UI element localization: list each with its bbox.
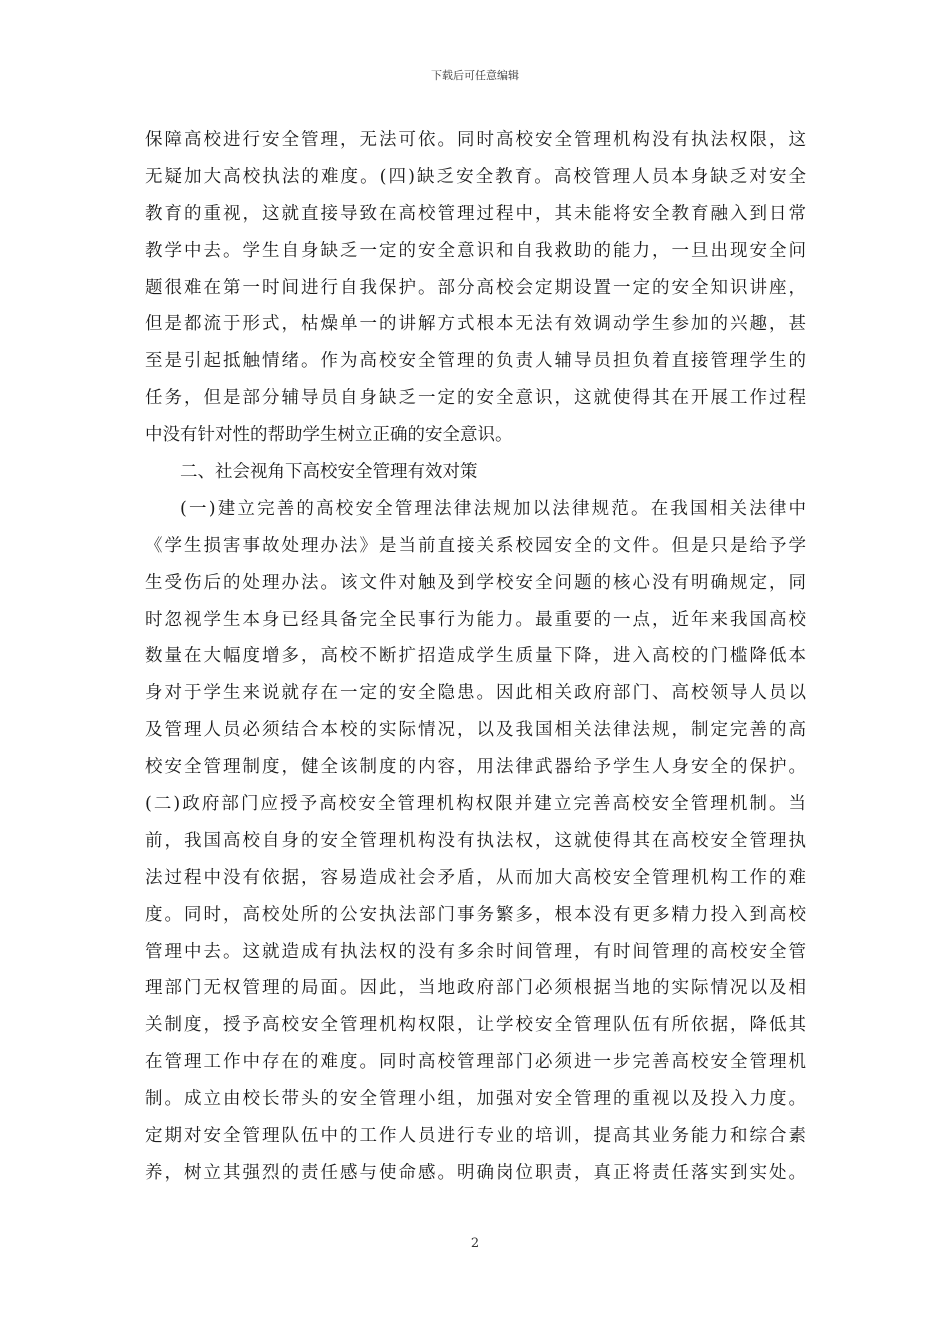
text-line: 关制度，授予高校安全管理机构权限，让学校安全管理队伍有所依据，降低其	[145, 1015, 806, 1036]
text-line: 无疑加大高校执法的难度。(四)缺乏安全教育。高校管理人员本身缺乏对安全	[145, 166, 806, 187]
text-line: 养，树立其强烈的责任感与使命感。明确岗位职责，真正将责任落实到实处。	[145, 1162, 806, 1183]
text-line: 定期对安全管理队伍中的工作人员进行专业的培训，提高其业务能力和综合素	[145, 1126, 806, 1147]
document-body	[145, 122, 806, 1192]
text-line: 至是引起抵触情绪。作为高校安全管理的负责人辅导员担负着直接管理学生的	[145, 351, 806, 372]
text-line: 在管理工作中存在的难度。同时高校管理部门必须进一步完善高校安全管理机	[145, 1052, 806, 1073]
text-line: 法过程中没有依据，容易造成社会矛盾，从而加大高校安全管理机构工作的难	[145, 867, 806, 888]
text-line: 前，我国高校自身的安全管理机构没有执法权，这就使得其在高校安全管理执	[145, 830, 806, 851]
text-line: 题很难在第一时间进行自我保护。部分高校会定期设置一定的安全知识讲座，	[145, 277, 806, 298]
section-heading: 二、社会视角下高校安全管理有效对策	[180, 462, 478, 483]
text-line: 任务，但是部分辅导员自身缺乏一定的安全意识，这就使得其在开展工作过程	[145, 388, 806, 409]
text-line: 制。成立由校长带头的安全管理小组，加强对安全管理的重视以及投入力度。	[145, 1089, 806, 1110]
text-line: 理部门无权管理的局面。因此，当地政府部门必须根据当地的实际情况以及相	[145, 978, 806, 999]
text-line: 身对于学生来说就存在一定的安全隐患。因此相关政府部门、高校领导人员以	[145, 683, 806, 704]
text-line: 教育的重视，这就直接导致在高校管理过程中，其未能将安全教育融入到日常	[145, 203, 806, 224]
text-line: 校安全管理制度，健全该制度的内容，用法律武器给予学生人身安全的保护。	[145, 757, 806, 778]
text-line: 时忽视学生本身已经具备完全民事行为能力。最重要的一点，近年来我国高校	[145, 609, 806, 630]
text-line: 及管理人员必须结合本校的实际情况，以及我国相关法律法规，制定完善的高	[145, 720, 806, 741]
text-line: 中没有针对性的帮助学生树立正确的安全意识。	[145, 425, 513, 446]
text-line: 教学中去。学生自身缺乏一定的安全意识和自我救助的能力，一旦出现安全问	[145, 240, 806, 261]
page-header: 下载后可任意编辑	[431, 69, 519, 82]
text-line: 数量在大幅度增多，高校不断扩招造成学生质量下降，进入高校的门槛降低本	[145, 646, 806, 667]
text-line: 管理中去。这就造成有执法权的没有多余时间管理，有时间管理的高校安全管	[145, 941, 806, 962]
page-number: 2	[470, 1236, 480, 1251]
text-line: 保障高校进行安全管理，无法可依。同时高校安全管理机构没有执法权限，这	[145, 130, 806, 150]
text-line: 但是都流于形式，枯燥单一的讲解方式根本无法有效调动学生参加的兴趣，甚	[145, 314, 806, 335]
text-line: (一)建立完善的高校安全管理法律法规加以法律规范。在我国相关法律中	[180, 498, 806, 519]
text-line: (二)政府部门应授予高校安全管理机构权限并建立完善高校安全管理机制。当	[145, 794, 806, 815]
text-line: 生受伤后的处理办法。该文件对触及到学校安全问题的核心没有明确规定，同	[145, 572, 806, 593]
text-line: 《学生损害事故处理办法》是当前直接关系校园安全的文件。但是只是给予学	[145, 535, 806, 556]
text-line: 度。同时，高校处所的公安执法部门事务繁多，根本没有更多精力投入到高校	[145, 904, 806, 925]
